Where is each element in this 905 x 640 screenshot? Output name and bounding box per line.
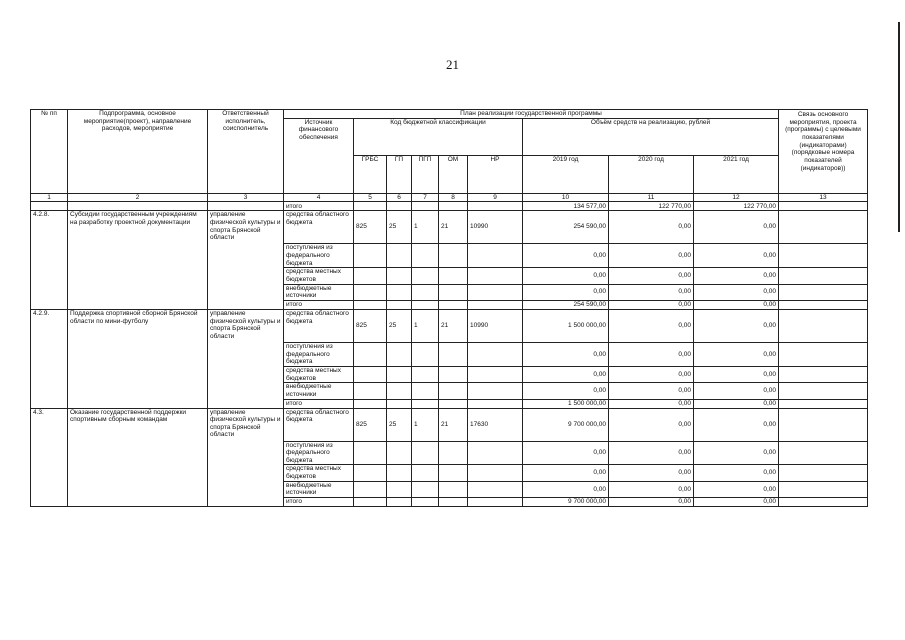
amount-value: 0,00 — [694, 268, 779, 284]
budget-code: 21 — [439, 309, 468, 342]
funding-source: средства местных бюджетов — [284, 268, 354, 284]
column-number: 5 — [354, 193, 387, 202]
budget-code — [387, 366, 412, 382]
total-value: 0,00 — [609, 300, 694, 309]
budget-code — [412, 244, 439, 268]
header-year-2019: 2019 год — [523, 156, 609, 194]
amount-value: 0,00 — [609, 441, 694, 465]
amount-value: 0,00 — [609, 383, 694, 399]
entry-responsible: управление физической культуры и спорта Брянской области — [208, 309, 284, 408]
budget-code — [387, 383, 412, 399]
total-value: 1 500 000,00 — [523, 399, 609, 408]
header-code-pgp: ПГП — [412, 156, 439, 194]
amount-value: 0,00 — [694, 366, 779, 382]
budget-code — [439, 465, 468, 481]
link-cell — [779, 300, 868, 309]
header-plan-title: План реализации государственной программы — [284, 110, 779, 119]
budget-code: 10990 — [468, 309, 523, 342]
budget-code — [354, 465, 387, 481]
budget-code — [468, 244, 523, 268]
empty-cell — [439, 399, 468, 408]
column-number: 12 — [694, 193, 779, 202]
amount-value: 0,00 — [694, 465, 779, 481]
empty-cell — [354, 300, 387, 309]
budget-code: 17630 — [468, 408, 523, 441]
budget-code — [354, 441, 387, 465]
link-cell — [779, 366, 868, 382]
column-number: 2 — [68, 193, 208, 202]
budget-code — [439, 284, 468, 300]
link-cell — [779, 383, 868, 399]
header-code-gp: ГП — [387, 156, 412, 194]
budget-code — [412, 465, 439, 481]
funding-source: поступления из федерального бюджета — [284, 244, 354, 268]
budget-code: 10990 — [468, 211, 523, 244]
empty-cell — [387, 300, 412, 309]
budget-code — [439, 441, 468, 465]
amount-value: 0,00 — [609, 244, 694, 268]
funding-source: внебюджетные источники — [284, 284, 354, 300]
amount-value: 0,00 — [609, 481, 694, 497]
budget-code — [412, 366, 439, 382]
entry-number: 4.2.9. — [31, 309, 68, 408]
budget-code: 1 — [412, 211, 439, 244]
budget-code — [468, 268, 523, 284]
entry-responsible: управление физической культуры и спорта Брянской области — [208, 211, 284, 310]
budget-code — [354, 383, 387, 399]
budget-code: 21 — [439, 211, 468, 244]
funding-source: средства областного бюджета — [284, 211, 354, 244]
header-code-om: ОМ — [439, 156, 468, 194]
budget-code — [412, 441, 439, 465]
funding-source: средства местных бюджетов — [284, 366, 354, 382]
amount-value: 0,00 — [609, 309, 694, 342]
amount-value: 0,00 — [694, 441, 779, 465]
header-code-nr: НР — [468, 156, 523, 194]
header-col-program: Подпрограмма, основное мероприятие(проект), направление расходов, мероприятие — [68, 110, 208, 194]
empty-cell — [439, 498, 468, 507]
budget-code — [468, 383, 523, 399]
header-col-source: Источник финансового обеспечения — [284, 118, 354, 193]
budget-code — [412, 268, 439, 284]
link-cell — [779, 342, 868, 366]
funding-source: средства областного бюджета — [284, 309, 354, 342]
column-number: 13 — [779, 193, 868, 202]
entry-number: 4.3. — [31, 408, 68, 507]
budget-code — [354, 244, 387, 268]
amount-value: 0,00 — [523, 284, 609, 300]
link-cell — [779, 481, 868, 497]
table-row — [31, 211, 868, 244]
amount-value: 0,00 — [694, 244, 779, 268]
link-cell — [779, 408, 868, 441]
amount-value: 0,00 — [609, 342, 694, 366]
scan-edge-line — [898, 22, 900, 232]
amount-value: 0,00 — [523, 383, 609, 399]
budget-code — [354, 268, 387, 284]
page-number: 21 — [446, 57, 459, 72]
amount-value: 0,00 — [523, 465, 609, 481]
empty-cell — [468, 300, 523, 309]
budget-code — [468, 465, 523, 481]
amount-value: 0,00 — [523, 481, 609, 497]
amount-value: 0,00 — [694, 408, 779, 441]
budget-code: 1 — [412, 408, 439, 441]
empty-cell — [354, 399, 387, 408]
amount-value: 0,00 — [523, 268, 609, 284]
budget-code — [354, 366, 387, 382]
budget-code — [412, 481, 439, 497]
program-plan-table — [30, 109, 868, 507]
budget-code — [468, 342, 523, 366]
header-col-responsible: Ответственный исполнитель, соисполнитель — [208, 110, 284, 194]
header-code-grbs: ГРБС — [354, 156, 387, 194]
header-year-2021: 2021 год — [694, 156, 779, 194]
amount-value: 0,00 — [609, 211, 694, 244]
amount-value: 0,00 — [523, 342, 609, 366]
empty-cell — [468, 498, 523, 507]
header-col-num: № пп — [31, 110, 68, 194]
budget-code: 25 — [387, 408, 412, 441]
link-cell — [779, 211, 868, 244]
amount-value: 9 700 000,00 — [523, 408, 609, 441]
header-volume-group: Объём средств на реализацию, рублей — [523, 118, 779, 156]
budget-code — [354, 481, 387, 497]
empty-cell — [412, 300, 439, 309]
header-col-link: Связь основного мероприятия, проекта (программы) с целевыми показателями (индикаторами) (порядковые номера показателей (индикаторов)) — [779, 110, 868, 194]
funding-source: поступления из федерального бюджета — [284, 342, 354, 366]
budget-code: 25 — [387, 309, 412, 342]
column-number: 4 — [284, 193, 354, 202]
column-number-row — [31, 193, 868, 202]
table-row — [31, 309, 868, 342]
column-number: 9 — [468, 193, 523, 202]
empty-cell — [468, 399, 523, 408]
table-row — [31, 408, 868, 441]
budget-code — [468, 441, 523, 465]
link-cell — [779, 244, 868, 268]
budget-code — [412, 342, 439, 366]
column-number: 3 — [208, 193, 284, 202]
total-label: итого — [284, 399, 354, 408]
funding-source: средства областного бюджета — [284, 408, 354, 441]
budget-code — [468, 284, 523, 300]
budget-code — [439, 342, 468, 366]
budget-code — [387, 268, 412, 284]
link-cell — [779, 441, 868, 465]
budget-code — [387, 284, 412, 300]
budget-code — [354, 284, 387, 300]
amount-value: 0,00 — [523, 366, 609, 382]
top-total-row — [31, 202, 868, 211]
budget-code — [468, 481, 523, 497]
budget-code — [387, 244, 412, 268]
total-value: 0,00 — [694, 399, 779, 408]
link-cell — [779, 268, 868, 284]
total-value-2019: 134 577,00 — [523, 202, 609, 211]
total-label: итого — [284, 300, 354, 309]
column-number: 6 — [387, 193, 412, 202]
funding-source: внебюджетные источники — [284, 481, 354, 497]
budget-code — [439, 481, 468, 497]
total-value: 0,00 — [694, 300, 779, 309]
budget-code — [439, 383, 468, 399]
budget-code — [387, 481, 412, 497]
link-cell — [779, 309, 868, 342]
total-value: 9 700 000,00 — [523, 498, 609, 507]
amount-value: 0,00 — [609, 465, 694, 481]
total-label: итого — [284, 202, 354, 211]
budget-code: 825 — [354, 309, 387, 342]
budget-code — [354, 342, 387, 366]
amount-value: 0,00 — [523, 441, 609, 465]
total-value: 0,00 — [609, 498, 694, 507]
column-number: 1 — [31, 193, 68, 202]
empty-cell — [354, 498, 387, 507]
budget-code: 825 — [354, 408, 387, 441]
entry-number: 4.2.8. — [31, 211, 68, 310]
amount-value: 0,00 — [609, 268, 694, 284]
amount-value: 0,00 — [609, 284, 694, 300]
entry-title: Субсидии государственным учреждениям на разработку проектной документации — [68, 211, 208, 310]
total-value: 0,00 — [694, 498, 779, 507]
link-cell — [779, 284, 868, 300]
budget-code — [387, 342, 412, 366]
total-label: итого — [284, 498, 354, 507]
amount-value: 1 500 000,00 — [523, 309, 609, 342]
funding-source: внебюджетные источники — [284, 383, 354, 399]
total-value: 254 590,00 — [523, 300, 609, 309]
budget-code: 825 — [354, 211, 387, 244]
link-cell — [779, 399, 868, 408]
column-number: 7 — [412, 193, 439, 202]
empty-cell — [387, 399, 412, 408]
total-value-2021: 122 770,00 — [694, 202, 779, 211]
total-value: 0,00 — [609, 399, 694, 408]
amount-value: 254 590,00 — [523, 211, 609, 244]
budget-code: 25 — [387, 211, 412, 244]
amount-value: 0,00 — [609, 408, 694, 441]
budget-code — [439, 244, 468, 268]
link-cell — [779, 498, 868, 507]
budget-code — [439, 366, 468, 382]
amount-value: 0,00 — [694, 284, 779, 300]
link-cell — [779, 465, 868, 481]
amount-value: 0,00 — [694, 383, 779, 399]
entry-title: Оказание государственной поддержки спортивным сборным командам — [68, 408, 208, 507]
funding-source: средства местных бюджетов — [284, 465, 354, 481]
amount-value: 0,00 — [694, 481, 779, 497]
header-row-plan — [31, 110, 868, 119]
column-number: 10 — [523, 193, 609, 202]
amount-value: 0,00 — [694, 211, 779, 244]
funding-source: поступления из федерального бюджета — [284, 441, 354, 465]
amount-value: 0,00 — [694, 342, 779, 366]
empty-cell — [412, 498, 439, 507]
column-number: 8 — [439, 193, 468, 202]
entry-title: Поддержка спортивной сборной Брянской области по мини-футболу — [68, 309, 208, 408]
budget-code — [412, 284, 439, 300]
entry-responsible: управление физической культуры и спорта Брянской области — [208, 408, 284, 507]
empty-cell — [412, 399, 439, 408]
header-year-2020: 2020 год — [609, 156, 694, 194]
empty-cell — [387, 498, 412, 507]
empty-cell — [439, 300, 468, 309]
budget-code — [387, 441, 412, 465]
budget-code — [387, 465, 412, 481]
budget-code: 1 — [412, 309, 439, 342]
budget-code — [439, 268, 468, 284]
column-number: 11 — [609, 193, 694, 202]
amount-value: 0,00 — [609, 366, 694, 382]
budget-code — [468, 366, 523, 382]
amount-value: 0,00 — [694, 309, 779, 342]
header-code-group: Код бюджетной классификации — [354, 118, 523, 156]
total-value-2020: 122 770,00 — [609, 202, 694, 211]
budget-code: 21 — [439, 408, 468, 441]
amount-value: 0,00 — [523, 244, 609, 268]
budget-code — [412, 383, 439, 399]
